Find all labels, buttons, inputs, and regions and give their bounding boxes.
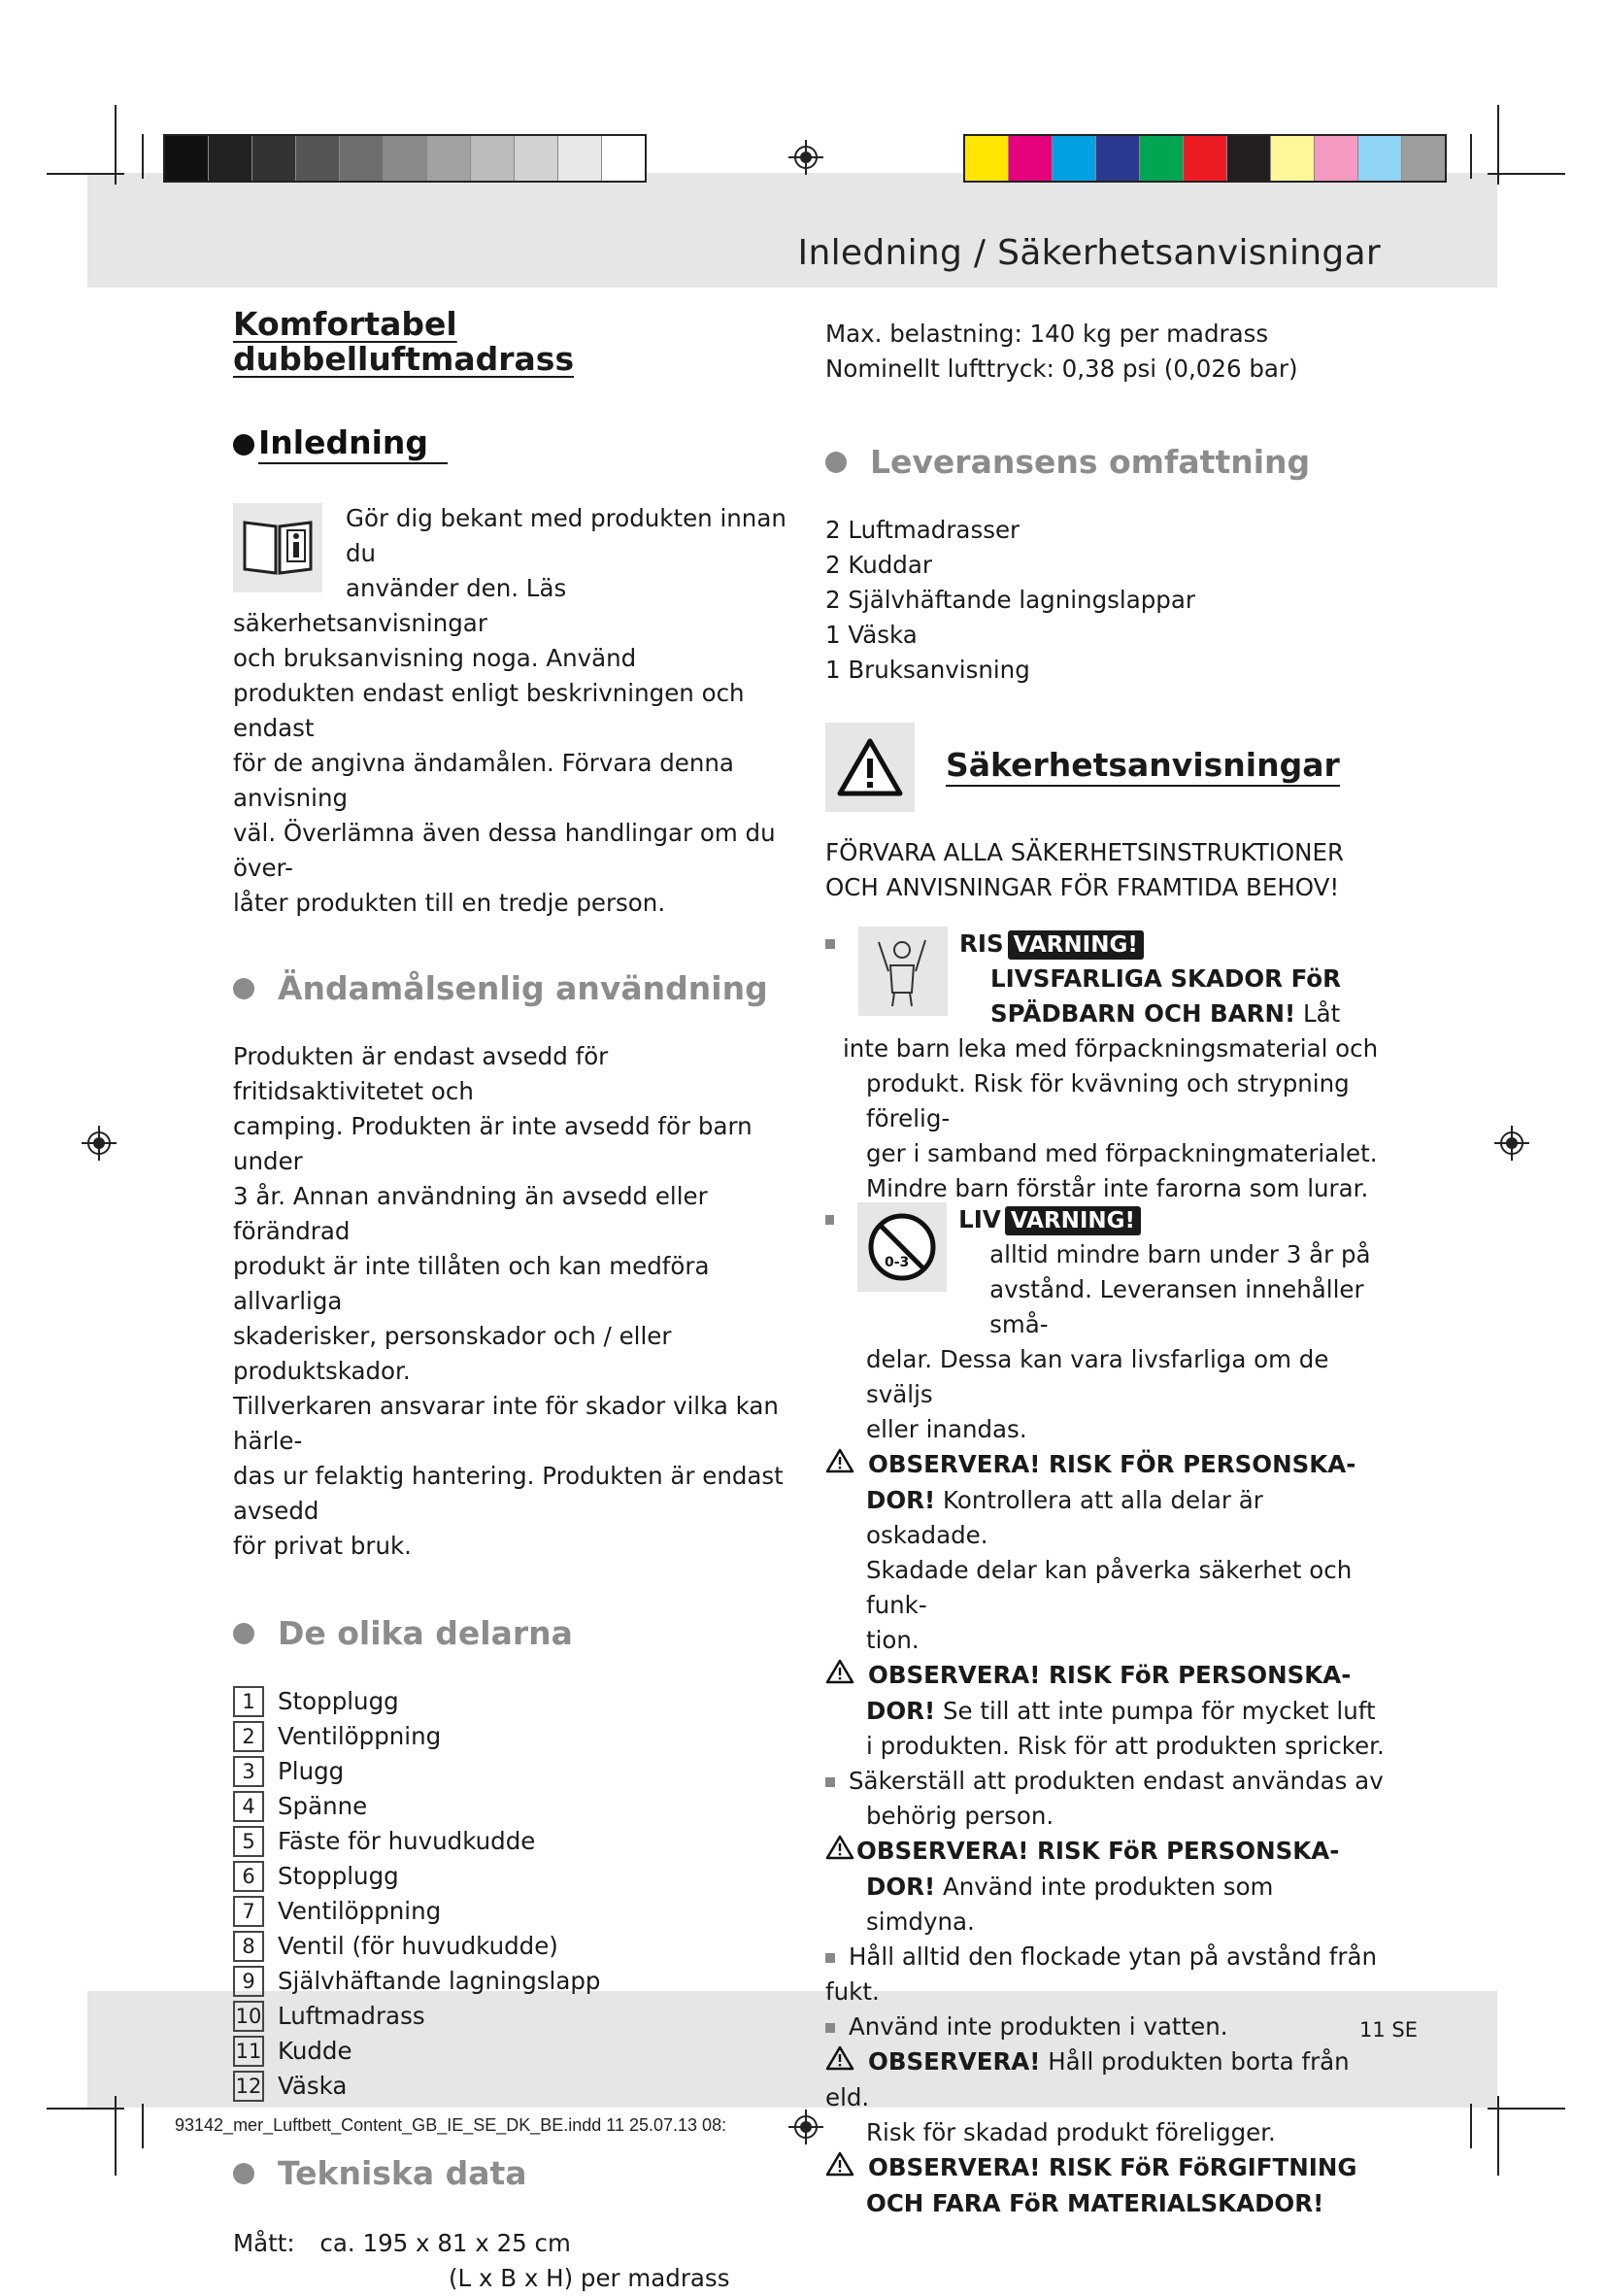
list-item: 2 Självhäftande lagningslappar [825, 586, 1195, 614]
warning-small-parts [825, 1202, 1389, 1447]
warning-line: alltid mindre barn under 3 år på [989, 1240, 1371, 1268]
crop-mark [142, 134, 144, 179]
color-swatch [427, 136, 471, 181]
part-number: 9 [233, 1966, 264, 1997]
bullet-square-icon [825, 2023, 835, 2033]
part-number: 3 [233, 1756, 264, 1787]
warning-triangle-icon [825, 723, 915, 812]
page-number: 11 SE [1359, 2018, 1418, 2042]
intro-line: väl. Överlämna även dessa handlingar om du över- [233, 819, 776, 882]
warning-line: inte barn leka med förpackningsmaterial och [843, 1034, 1379, 1063]
crop-mark [47, 2108, 124, 2110]
caution-text: OBSERVERA! [868, 2047, 1041, 2076]
caution-text: DOR! [866, 1697, 936, 1725]
color-swatch [515, 136, 558, 181]
bullet-square-icon [825, 1777, 835, 1787]
delivery-list [825, 513, 1389, 688]
caution-triangle-icon [825, 2151, 854, 2186]
caution-text: Håll produkten borta från eld. [825, 2047, 1350, 2111]
caution-text: Skadade delar kan påverka säkerhet och funk- [866, 1556, 1353, 1619]
dimensions-row [233, 2226, 806, 2261]
color-swatch [1315, 136, 1358, 181]
warning-line: LIVSFARLIGA SKADOR FöR [990, 964, 1342, 993]
warning-line: avstånd. Leveransen innehåller små- [989, 1275, 1364, 1338]
part-label: Kudde [278, 2037, 352, 2065]
color-swatch [558, 136, 602, 181]
part-label: Stopplugg [278, 1687, 399, 1715]
color-swatch [1053, 136, 1096, 181]
crop-mark [1470, 2104, 1472, 2148]
intro-heading-text: Inledning [258, 425, 448, 464]
list-item [233, 1894, 806, 1929]
crop-mark [1497, 105, 1499, 185]
caution-swim-pad [825, 1834, 1389, 1940]
warning-badge: VARNING! [1008, 930, 1144, 960]
caution-text: Risk för skadad produkt föreligger. [866, 2118, 1276, 2146]
part-number: 11 [233, 2036, 264, 2067]
tech-heading [233, 2156, 806, 2191]
crop-mark [142, 2104, 144, 2148]
list-item [233, 1684, 806, 1719]
intro-line: låter produkten till en tredje person. [233, 889, 666, 917]
color-swatch [1402, 136, 1445, 181]
part-number: 10 [233, 2001, 264, 2032]
list-item [233, 2034, 806, 2069]
age-0-3-icon [857, 1202, 947, 1292]
caution-text: OBSERVERA! RISK FöR PERSONSKA- [868, 1661, 1352, 1689]
registration-mark-icon [786, 138, 825, 177]
list-item [233, 1859, 806, 1894]
list-item: 1 Väska [825, 621, 918, 649]
tech-data [233, 2226, 806, 2296]
warning-children [825, 927, 1389, 1206]
color-swatch [965, 136, 1009, 181]
intended-use-line: camping. Produkten är inte avsedd för barn under [233, 1112, 753, 1175]
intro-line: för de angivna ändamålen. Förvara denna anvisning [233, 749, 734, 812]
intended-use-line: 3 år. Annan användning än avsedd eller förändrad [233, 1182, 708, 1245]
intro-line: och bruksanvisning noga. Använd [233, 644, 637, 672]
color-bar [963, 134, 1447, 183]
bullet-text: behörig person. [866, 1802, 1054, 1830]
caution-text: DOR! [866, 1486, 936, 1514]
color-swatch [252, 136, 296, 181]
part-label: Ventilöppning [278, 1897, 442, 1925]
intended-use-line: för privat bruk. [233, 1532, 412, 1560]
caution-text: Se till att inte pumpa för mycket luft [935, 1697, 1376, 1725]
caution-text: i produkten. Risk för att produkten spricker. [866, 1732, 1385, 1760]
part-number: 1 [233, 1686, 264, 1717]
crop-mark [1497, 2096, 1499, 2176]
part-label: Självhäftande lagningslapp [278, 1967, 601, 1995]
list-item [233, 1964, 806, 1999]
part-label: Ventilöppning [278, 1722, 442, 1750]
file-info: 93142_mer_Luftbett_Content_GB_IE_SE_DK_BE.indd 11 25.07.13 08: [175, 2115, 727, 2135]
caution-text: OBSERVERA! RISK FöR PERSONSKA- [856, 1837, 1340, 1865]
list-item: 2 Luftmadrasser [825, 516, 1020, 544]
part-number: 6 [233, 1861, 264, 1892]
caution-text: DOR! [866, 1873, 936, 1901]
intro-text [233, 501, 806, 921]
bullet-text: Säkerställ att produkten endast användas av [849, 1767, 1384, 1795]
color-swatch [1271, 136, 1315, 181]
warning-line: ger i samband med förpackningmaterialet. [866, 1139, 1378, 1167]
caution-poisoning [825, 2150, 1389, 2221]
part-label: Fäste för huvudkudde [278, 1827, 536, 1855]
intro-line: produkten endast enligt beskrivningen och endast [233, 679, 745, 742]
intended-use-line: produkt är inte tillåten och kan medföra allvarliga [233, 1252, 710, 1315]
bullet-authorized [825, 1764, 1389, 1834]
crop-mark [1470, 134, 1472, 179]
svg-text:0-3: 0-3 [885, 1255, 910, 1270]
list-item [233, 1754, 806, 1789]
color-swatch [296, 136, 340, 181]
caution-text: Använd inte produkten som simdyna. [866, 1873, 1274, 1936]
info-book-icon [233, 503, 322, 592]
color-swatch [602, 136, 645, 181]
crop-mark [115, 2096, 117, 2176]
list-item [233, 1789, 806, 1824]
caution-text: Kontrollera att alla delar är oskadade. [866, 1486, 1263, 1549]
safety-keep-line: OCH ANVISNINGAR FÖR FRAMTIDA BEHOV! [825, 873, 1340, 901]
delivery-heading-text: Leveransens omfattning [870, 443, 1311, 481]
child-warning-icon [858, 927, 948, 1016]
intro-line: använder den. Läs säkerhetsanvisningar [233, 574, 567, 637]
part-number: 4 [233, 1791, 264, 1822]
part-label: Ventil (för huvudkudde) [278, 1932, 558, 1960]
color-swatch [1140, 136, 1184, 181]
intended-use-line: skaderisker, personskador och / eller produktskador. [233, 1322, 672, 1385]
warning-line: SPÄDBARN OCH BARN! [990, 999, 1296, 1028]
page-header-title: Inledning / Säkerhetsanvisningar [797, 233, 1381, 273]
bullet-water [825, 2009, 1389, 2044]
bullet-square-icon [825, 1215, 834, 1225]
crop-mark [1488, 2108, 1565, 2110]
bullet-text: Använd inte produkten i vatten. [849, 2012, 1228, 2041]
warning-line: produkt. Risk för kvävning och strypning förelig- [866, 1069, 1350, 1132]
part-label: Spänne [278, 1792, 368, 1820]
dimensions-label: Mått: [233, 2229, 295, 2257]
color-swatch [1096, 136, 1140, 181]
color-swatch [1358, 136, 1402, 181]
warning-prefix: RIS [959, 929, 1004, 958]
tech-heading-text: Tekniska data [278, 2154, 527, 2192]
bullet-moisture [825, 1940, 1389, 2009]
intended-use-line: das ur felaktig hantering. Produkten är endast avsedd [233, 1462, 784, 1525]
intended-use-line: Produkten är endast avsedd för fritidsaktivitetet och [233, 1042, 609, 1105]
bullet-square-icon [825, 939, 835, 949]
caution-triangle-icon [825, 2045, 854, 2080]
color-swatch [340, 136, 384, 181]
part-label: Väska [278, 2072, 348, 2100]
safety-keep-line: FÖRVARA ALLA SÄKERHETSINSTRUKTIONER [825, 838, 1345, 866]
dimensions-note: (L x B x H) per madrass [449, 2264, 730, 2292]
bullet-dot-icon [233, 978, 254, 999]
bullet-square-icon [825, 1953, 835, 1963]
bullet-dot-icon [233, 2163, 254, 2184]
registration-mark-icon [1492, 1124, 1531, 1163]
safety-heading-text: Säkerhetsanvisningar [946, 748, 1340, 787]
crop-mark [1488, 173, 1565, 175]
crop-mark [115, 105, 117, 185]
warning-line: Låt [1295, 999, 1341, 1028]
caution-overinflate [825, 1658, 1389, 1764]
max-load: Max. belastning: 140 kg per madrass [825, 320, 1269, 348]
color-swatch [1009, 136, 1053, 181]
color-swatch [209, 136, 252, 181]
parts-heading [233, 1616, 806, 1651]
color-swatch [165, 136, 209, 181]
bullet-dot-icon [233, 434, 254, 456]
right-column [825, 317, 1389, 2221]
intro-line: Gör dig bekant med produkten innan du [346, 504, 786, 567]
intro-heading [233, 425, 806, 464]
safety-keep [825, 835, 1389, 905]
intended-use-heading-text: Ändamålsenlig användning [278, 969, 768, 1007]
safety-heading [825, 723, 1389, 812]
caution-fire [825, 2044, 1389, 2150]
warning-line: eller inandas. [866, 1415, 1027, 1443]
intended-use-line: Tillverkaren ansvarar inte för skador vilka kan härle- [233, 1392, 779, 1455]
intended-use-text [233, 1039, 806, 1564]
bullet-text: Håll alltid den flockade ytan på avstånd från fukt. [825, 1942, 1378, 2006]
caution-damage-check [825, 1447, 1389, 1658]
color-swatch [384, 136, 427, 181]
list-item [233, 1999, 806, 2034]
part-label: Stopplugg [278, 1862, 399, 1890]
list-item: 2 Kuddar [825, 551, 932, 579]
nominal-pressure: Nominellt lufttryck: 0,38 psi (0,026 bar) [825, 355, 1298, 383]
list-item [233, 1719, 806, 1754]
registration-mark-icon [80, 1124, 118, 1163]
caution-text: tion. [866, 1626, 920, 1654]
bullet-dot-icon [233, 1623, 254, 1644]
color-swatch [1227, 136, 1271, 181]
warning-prefix: LIV [958, 1205, 1001, 1233]
part-number: 7 [233, 1896, 264, 1927]
part-number: 8 [233, 1931, 264, 1962]
warning-line: delar. Dessa kan vara livsfarliga om de sväljs [866, 1345, 1329, 1408]
intended-use-heading [233, 971, 806, 1006]
caution-triangle-icon [825, 1448, 854, 1483]
warning-badge: VARNING! [1005, 1206, 1141, 1235]
caution-text: OBSERVERA! RISK FÖR PERSONSKA- [868, 1450, 1356, 1478]
list-item [233, 1824, 806, 1859]
list-item: 1 Bruksanvisning [825, 656, 1030, 684]
caution-triangle-icon [825, 1835, 854, 1870]
crop-mark [47, 173, 124, 175]
document-title: Komfortabel dubbelluftmadrass [233, 305, 575, 378]
part-number: 12 [233, 2071, 264, 2102]
dimensions-value: ca. 195 x 81 x 25 cm [319, 2229, 571, 2257]
parts-list [233, 1684, 806, 2104]
delivery-heading [825, 445, 1389, 480]
bullet-dot-icon [825, 452, 847, 473]
part-label: Plugg [278, 1757, 345, 1785]
color-swatch [471, 136, 515, 181]
parts-heading-text: De olika delarna [278, 1614, 573, 1652]
list-item [233, 1929, 806, 1964]
caution-triangle-icon [825, 1659, 854, 1694]
color-swatch [1184, 136, 1227, 181]
part-number: 2 [233, 1721, 264, 1752]
gray-color-bar [163, 134, 647, 183]
warning-line: Mindre barn förstår inte farorna som lurar. [866, 1174, 1369, 1202]
left-column [233, 307, 806, 2296]
part-label: Luftmadrass [278, 2002, 425, 2030]
caution-text: OCH FARA FöR MATERIALSKADOR! [866, 2189, 1324, 2217]
part-number: 5 [233, 1826, 264, 1857]
list-item [233, 2069, 806, 2104]
caution-text: OBSERVERA! RISK FöR FöRGIFTNING [868, 2153, 1357, 2181]
